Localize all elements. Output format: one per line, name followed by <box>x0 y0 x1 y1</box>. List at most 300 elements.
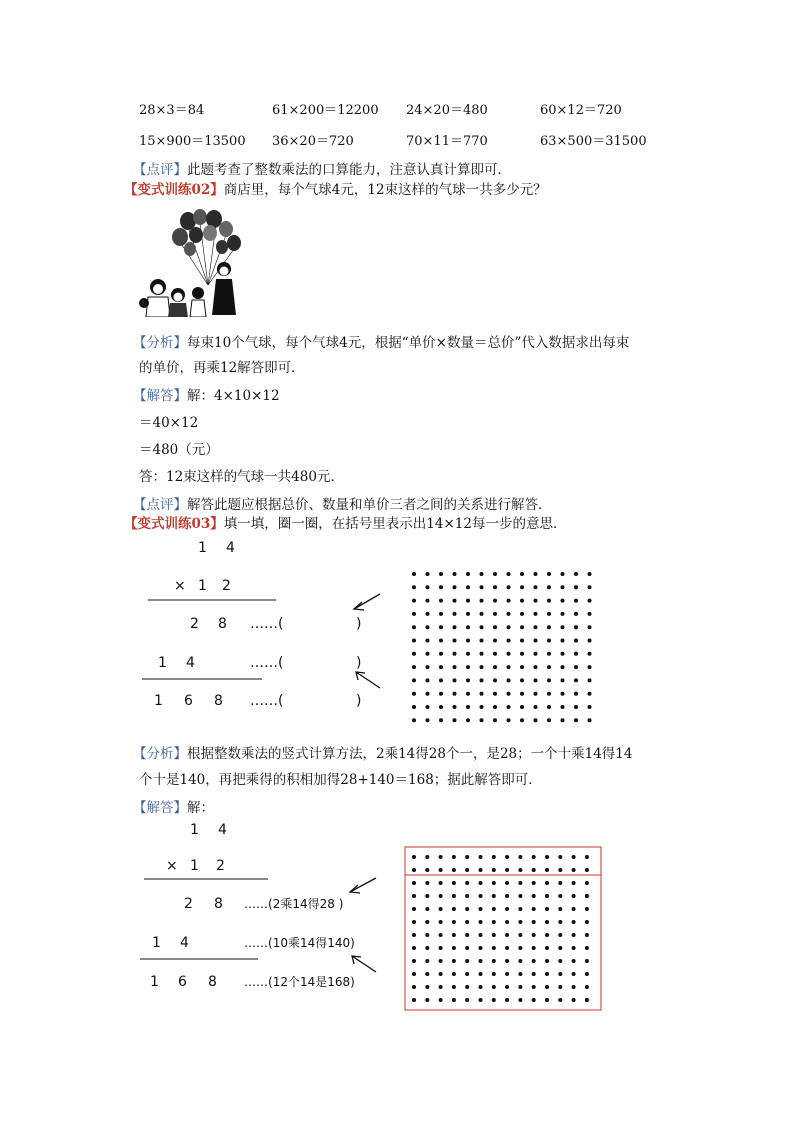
dot <box>412 585 416 589</box>
dot <box>439 612 443 616</box>
dot <box>426 572 430 576</box>
dot <box>547 705 551 709</box>
dot <box>465 959 469 963</box>
dot <box>572 998 576 1002</box>
dot <box>412 881 416 885</box>
dot <box>532 855 536 859</box>
dot <box>479 920 483 924</box>
dot <box>585 998 589 1002</box>
dot <box>466 705 470 709</box>
dots: ……( <box>250 655 284 671</box>
dot <box>545 998 549 1002</box>
dots: ……( <box>250 693 284 709</box>
dot <box>439 933 443 937</box>
dot <box>412 678 416 682</box>
dot <box>518 959 522 963</box>
dot <box>545 881 549 885</box>
dot <box>507 585 511 589</box>
dot <box>572 959 576 963</box>
dot <box>534 678 538 682</box>
digit: 8 <box>218 616 227 632</box>
dot <box>412 907 416 911</box>
dot <box>518 998 522 1002</box>
dot <box>439 855 443 859</box>
dot <box>412 855 416 859</box>
dot <box>558 855 562 859</box>
dot <box>532 920 536 924</box>
dot <box>425 868 429 872</box>
dot <box>492 881 496 885</box>
dot <box>453 625 457 629</box>
ex02-analysis-line1 <box>133 331 629 351</box>
digit: 1 <box>152 935 161 951</box>
dot <box>505 998 509 1002</box>
dot <box>585 907 589 911</box>
dot <box>452 894 456 898</box>
paren: ) <box>356 693 362 709</box>
result-4: 60×12＝720 <box>540 103 622 118</box>
dot <box>505 933 509 937</box>
dot <box>426 718 430 722</box>
dot <box>479 998 483 1002</box>
dot <box>505 985 509 989</box>
dot <box>479 959 483 963</box>
dot <box>588 652 592 656</box>
dot <box>479 933 483 937</box>
dot <box>520 678 524 682</box>
dot <box>493 678 497 682</box>
dot <box>425 894 429 898</box>
dot <box>545 894 549 898</box>
dot <box>558 920 562 924</box>
comment-text: 此题考查了整数乘法的口算能力，注意认真计算即可． <box>187 162 511 178</box>
arrow-icon <box>350 878 376 972</box>
dot <box>479 881 483 885</box>
dots: ……( <box>250 616 284 632</box>
dot <box>532 881 536 885</box>
digit: 8 <box>214 693 223 709</box>
ex02-analysis-line2: 的单价，再乘12解答即可． <box>139 360 305 376</box>
dot <box>558 894 562 898</box>
dot <box>518 855 522 859</box>
dot <box>505 855 509 859</box>
ex02-step1: ＝40×12 <box>139 415 199 431</box>
dot <box>426 678 430 682</box>
dot <box>518 933 522 937</box>
dot <box>452 907 456 911</box>
dot <box>465 920 469 924</box>
dot <box>572 985 576 989</box>
ex02-step2: ＝480（元） <box>139 442 219 458</box>
dot <box>572 855 576 859</box>
dot <box>479 855 483 859</box>
dot <box>492 933 496 937</box>
dot <box>412 985 416 989</box>
digit: 1 <box>198 540 207 556</box>
dot <box>588 718 592 722</box>
dot <box>561 718 565 722</box>
dot <box>412 652 416 656</box>
dot <box>452 881 456 885</box>
dot <box>561 639 565 643</box>
dot <box>505 868 509 872</box>
dot <box>439 599 443 603</box>
dot <box>439 972 443 976</box>
dot <box>532 946 536 950</box>
dot <box>465 972 469 976</box>
digit: 1 <box>150 974 159 990</box>
dot <box>534 692 538 696</box>
dot <box>558 907 562 911</box>
dot <box>480 665 484 669</box>
dot <box>507 718 511 722</box>
dot <box>466 652 470 656</box>
result-2: 61×200＝12200 <box>272 103 379 118</box>
dot <box>412 998 416 1002</box>
dot <box>545 946 549 950</box>
analysis-text: 根据整数乘法的竖式计算方法，2乘14得28个一，是28；一个十乘14得14 <box>187 746 633 762</box>
exercise-03-tag: 【变式训练03】 <box>124 516 224 532</box>
dot <box>425 959 429 963</box>
answer-3: ……(12个14是168) <box>244 975 355 989</box>
digit: 2 <box>190 616 199 632</box>
dot <box>439 639 443 643</box>
dot <box>453 612 457 616</box>
dot <box>588 705 592 709</box>
dot <box>492 972 496 976</box>
dot <box>574 718 578 722</box>
dot <box>453 572 457 576</box>
dot <box>439 572 443 576</box>
dot <box>574 705 578 709</box>
dot <box>412 972 416 976</box>
dot <box>453 718 457 722</box>
exercise-02-text: 商店里，每个气球4元，12束这样的气球一共多少元？ <box>223 182 547 198</box>
dot <box>480 585 484 589</box>
dot <box>466 585 470 589</box>
dot <box>492 894 496 898</box>
digit: 4 <box>180 935 189 951</box>
dot <box>480 639 484 643</box>
dot <box>520 692 524 696</box>
dot <box>426 705 430 709</box>
dot <box>561 705 565 709</box>
dot <box>574 625 578 629</box>
dot <box>412 599 416 603</box>
dot <box>505 881 509 885</box>
dot <box>453 585 457 589</box>
dot <box>412 868 416 872</box>
vertical-multiplication-question <box>138 532 608 732</box>
answer-text: 解： <box>187 800 214 816</box>
dot <box>493 625 497 629</box>
dot <box>518 894 522 898</box>
dot <box>480 652 484 656</box>
dot <box>561 652 565 656</box>
dot <box>425 855 429 859</box>
dot <box>532 868 536 872</box>
dot <box>558 933 562 937</box>
dot <box>558 985 562 989</box>
dot <box>412 894 416 898</box>
dot <box>479 907 483 911</box>
dot <box>518 946 522 950</box>
dot <box>452 985 456 989</box>
dot <box>425 881 429 885</box>
dot <box>520 572 524 576</box>
dot <box>412 946 416 950</box>
comment-1 <box>133 158 511 178</box>
dot <box>492 946 496 950</box>
dot <box>439 998 443 1002</box>
dot <box>466 599 470 603</box>
dot <box>453 652 457 656</box>
dot <box>505 920 509 924</box>
dot <box>561 572 565 576</box>
dot <box>547 572 551 576</box>
dot <box>480 625 484 629</box>
dot <box>493 652 497 656</box>
dot <box>561 665 565 669</box>
result-5: 15×900＝13500 <box>139 134 246 149</box>
dot <box>547 652 551 656</box>
dot <box>507 639 511 643</box>
dot <box>574 612 578 616</box>
dot <box>588 625 592 629</box>
dot <box>412 639 416 643</box>
dot <box>439 678 443 682</box>
dot-grid <box>412 572 592 722</box>
dot <box>505 959 509 963</box>
dot <box>465 907 469 911</box>
times-sign: × <box>174 578 186 594</box>
dot <box>588 678 592 682</box>
dot <box>452 959 456 963</box>
dot <box>585 868 589 872</box>
dot <box>493 612 497 616</box>
dot <box>545 868 549 872</box>
answer-text: 解：4×10×12 <box>187 388 280 404</box>
dot <box>518 907 522 911</box>
dot <box>412 920 416 924</box>
dot <box>572 920 576 924</box>
dot <box>520 599 524 603</box>
dot <box>520 585 524 589</box>
dot <box>493 585 497 589</box>
dot <box>518 985 522 989</box>
dot <box>588 665 592 669</box>
dot <box>534 585 538 589</box>
dot <box>545 855 549 859</box>
dot <box>479 985 483 989</box>
dot <box>466 612 470 616</box>
dot <box>532 972 536 976</box>
dot <box>426 625 430 629</box>
paren: ) <box>356 616 362 632</box>
dot <box>439 585 443 589</box>
dot <box>588 572 592 576</box>
dot <box>426 639 430 643</box>
exercise-02-tag: 【变式训练02】 <box>124 182 224 198</box>
digit: 2 <box>222 578 231 594</box>
dot <box>520 718 524 722</box>
times-sign: × <box>166 858 178 874</box>
dot <box>465 868 469 872</box>
dot <box>520 639 524 643</box>
dot <box>558 959 562 963</box>
dot <box>465 894 469 898</box>
dot <box>534 625 538 629</box>
dot <box>479 894 483 898</box>
dot <box>561 678 565 682</box>
dot <box>439 920 443 924</box>
dot <box>507 705 511 709</box>
dot <box>439 692 443 696</box>
dot <box>520 652 524 656</box>
dot <box>439 665 443 669</box>
dot <box>547 639 551 643</box>
dot <box>558 946 562 950</box>
dot <box>572 907 576 911</box>
dot <box>507 692 511 696</box>
dot <box>493 705 497 709</box>
dot <box>574 599 578 603</box>
ex03-analysis-line2: 个十是140，再把乘得的积相加得28+140＝168；据此解答即可． <box>139 772 542 788</box>
dot <box>572 881 576 885</box>
dot <box>479 946 483 950</box>
dot <box>505 972 509 976</box>
dot <box>439 705 443 709</box>
dot <box>547 678 551 682</box>
digit: 4 <box>226 540 235 556</box>
dot <box>425 985 429 989</box>
comment-text: 解答此题应根据总价、数量和单价三者之间的关系进行解答． <box>187 497 552 513</box>
dot <box>532 998 536 1002</box>
dot <box>507 665 511 669</box>
dot <box>572 946 576 950</box>
dot <box>480 599 484 603</box>
dot <box>425 933 429 937</box>
dot <box>425 946 429 950</box>
dot <box>585 881 589 885</box>
answer-tag: 【解答】 <box>133 388 187 404</box>
dot <box>532 907 536 911</box>
dot <box>439 959 443 963</box>
dot <box>493 692 497 696</box>
digit: 1 <box>190 858 199 874</box>
dot <box>561 599 565 603</box>
dot <box>574 639 578 643</box>
dot <box>547 599 551 603</box>
dot <box>452 920 456 924</box>
dot <box>465 855 469 859</box>
dot <box>479 972 483 976</box>
dot <box>493 718 497 722</box>
dot <box>465 933 469 937</box>
result-8: 63×500＝31500 <box>540 134 647 149</box>
dot <box>534 572 538 576</box>
dot <box>452 868 456 872</box>
dot <box>453 705 457 709</box>
ex03-answer <box>133 796 214 816</box>
dot <box>547 692 551 696</box>
dot <box>412 933 416 937</box>
dot <box>547 625 551 629</box>
dot <box>585 946 589 950</box>
dot <box>412 665 416 669</box>
dot <box>425 907 429 911</box>
dot <box>452 855 456 859</box>
dot <box>520 612 524 616</box>
ex02-answer <box>133 384 280 404</box>
dot <box>520 665 524 669</box>
dot <box>493 572 497 576</box>
digit: 8 <box>208 974 217 990</box>
dot <box>439 868 443 872</box>
dot <box>507 572 511 576</box>
dot <box>547 718 551 722</box>
dot <box>412 572 416 576</box>
dot <box>493 665 497 669</box>
dot <box>588 612 592 616</box>
dot <box>545 920 549 924</box>
dot <box>453 639 457 643</box>
dot <box>545 907 549 911</box>
dot <box>412 612 416 616</box>
digit: 2 <box>216 858 225 874</box>
ex02-final: 答：12束这样的气球一共480元． <box>139 469 344 485</box>
dot <box>572 894 576 898</box>
paren: ) <box>356 655 362 671</box>
dot <box>558 972 562 976</box>
dot <box>507 678 511 682</box>
vertical-multiplication-answer <box>138 816 608 1016</box>
dot <box>572 933 576 937</box>
exercise-03-text: 填一填，圈一圈，在括号里表示出14×12每一步的意思． <box>223 516 567 532</box>
dot <box>412 959 416 963</box>
dot <box>532 894 536 898</box>
dot <box>465 946 469 950</box>
dot <box>574 665 578 669</box>
dot <box>534 652 538 656</box>
dot <box>465 881 469 885</box>
dot <box>492 998 496 1002</box>
result-3: 24×20＝480 <box>406 103 488 118</box>
dot <box>547 585 551 589</box>
dot <box>572 972 576 976</box>
dot <box>480 692 484 696</box>
digit: 1 <box>190 822 199 838</box>
dot <box>534 718 538 722</box>
dot <box>534 639 538 643</box>
dot <box>532 985 536 989</box>
dot <box>561 585 565 589</box>
dot <box>507 652 511 656</box>
dot <box>588 692 592 696</box>
dot <box>452 933 456 937</box>
dot <box>558 881 562 885</box>
dot <box>585 972 589 976</box>
dot <box>492 985 496 989</box>
dot <box>453 692 457 696</box>
digit: 6 <box>178 974 187 990</box>
dot <box>412 692 416 696</box>
dot <box>439 907 443 911</box>
dot <box>574 692 578 696</box>
dot <box>439 985 443 989</box>
exercise-03-question <box>124 512 566 532</box>
dot <box>520 625 524 629</box>
